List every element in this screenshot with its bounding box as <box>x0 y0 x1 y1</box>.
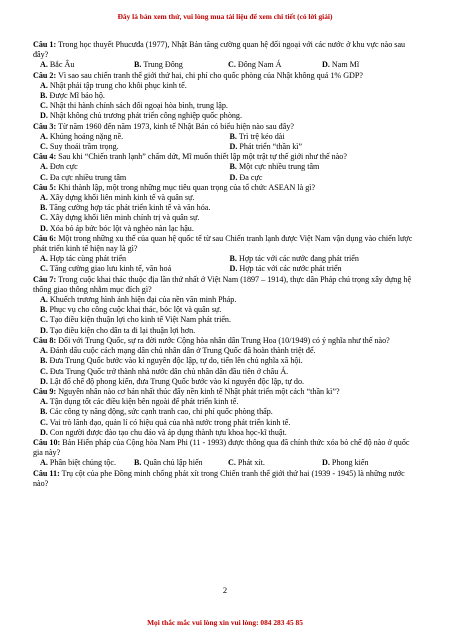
answer-option <box>33 203 419 213</box>
answer-option <box>33 101 419 111</box>
option-text: Trì trệ kéo dài <box>238 131 285 141</box>
option-text: Phát triển “thần kì” <box>239 142 303 152</box>
option-label: D. <box>40 325 48 335</box>
option-text: Bắc Âu <box>49 60 75 70</box>
answer-option <box>40 458 134 468</box>
option-label: B. <box>134 458 142 468</box>
option-label: C. <box>40 417 48 427</box>
answer-option <box>40 264 230 274</box>
question-item <box>33 234 419 254</box>
option-text: Đông Nam Á <box>237 60 282 70</box>
option-text: Tăng cường giao lưu kinh tế, văn hoá <box>49 264 172 274</box>
option-label: D. <box>40 223 48 233</box>
preview-banner: Đây là bản xem thử, vui lòng mua tài liệu để xem chi tiết (có lời giải) <box>117 12 333 21</box>
question-text: Trong cuộc khai thác thuộc địa lần thứ nhất ở Việt Nam (1897 – 1914), thực dân Pháp chú trọng xây dựng hệ thống giao thông nhằm mục đích gì? <box>33 274 412 294</box>
answer-option <box>230 264 420 274</box>
option-text: Hợp tác cùng phát triển <box>49 254 127 264</box>
option-label: B. <box>229 162 237 172</box>
option-label: B. <box>134 60 142 70</box>
question-item <box>33 152 419 162</box>
option-label: D. <box>322 60 330 70</box>
question-number: Câu 1: <box>33 40 57 49</box>
question-number: Câu 11: <box>33 468 60 478</box>
contact-banner: Mọi thắc mắc vui lòng xin vui lòng: 084 283 45 85 <box>147 618 303 627</box>
option-text: Đưa Trung Quốc trở thành nhà nước dân chủ nhân dân đầu tiên ở châu Á. <box>49 366 289 376</box>
option-text: Một cực nhiều trung tâm <box>238 162 320 172</box>
option-label: D. <box>229 172 238 182</box>
question-text: Nguyên nhân nào cơ bản nhất thúc đẩy nền kinh tế Nhật phát triển một cách “thần kì”? <box>58 386 340 396</box>
answer-option <box>230 254 420 264</box>
answer-option <box>322 60 416 70</box>
question-item <box>33 387 419 397</box>
option-text: Đưa Trung Quốc bước vào kỉ nguyên độc lập, tự do, tiến lên chủ nghĩa xã hội. <box>49 356 303 366</box>
options-row <box>33 162 419 172</box>
option-text: Vai trò lãnh đạo, quản lí có hiệu quả của nhà nước trong phát triển kinh tế. <box>49 417 291 427</box>
answer-option <box>230 142 420 152</box>
option-text: Tạo điều kiện thuận lợi cho kinh tế Việt Nam phát triển. <box>49 315 231 325</box>
option-text: Nam Mĩ <box>331 60 360 70</box>
option-text: Lật đổ chế độ phong kiến, đưa Trung Quốc bước vào kỉ nguyên độc lập, tự do. <box>49 376 305 386</box>
answer-option <box>134 60 228 70</box>
question-item <box>33 336 419 346</box>
option-text: Được Mĩ bảo hộ. <box>49 91 105 101</box>
option-label: B. <box>229 131 237 141</box>
question-text: Một trong những xu thế của quan hệ quốc tế từ sau Chiến tranh lạnh được Việt Nam vận dụng vào chiến lược phát triển kinh tế hiện nay là gì? <box>33 233 413 254</box>
option-text: Nhật thi hành chính sách đối ngoại hòa bình, trung lập. <box>49 101 228 111</box>
option-label: B. <box>40 407 48 417</box>
option-text: Tạo điều kiện cho dân ta đi lại thuận lợi hơn. <box>49 325 196 335</box>
option-text: Trung Đông <box>143 60 183 70</box>
question-number: Câu 10: <box>33 437 61 447</box>
question-number: Câu 2: <box>33 70 57 80</box>
answer-option <box>33 407 419 417</box>
question-text: Trong học thuyết Phucưđa (1977), Nhật Bản tăng cường quan hệ đối ngoại với các nước ở khu vực nào sau đây? <box>33 40 406 60</box>
option-text: Đơn cực <box>49 162 78 172</box>
option-text: Hợp tác với các nước phát triển <box>239 264 342 274</box>
option-label: A. <box>40 131 48 141</box>
options-row <box>33 60 419 70</box>
option-text: Các công ty năng động, sức cạnh tranh cao, chi phí quốc phòng thấp. <box>49 407 273 417</box>
question-number: Câu 6: <box>33 233 57 243</box>
option-label: A. <box>40 295 48 305</box>
answer-option <box>33 213 419 223</box>
option-text: Phát xít. <box>237 458 265 468</box>
option-label: D. <box>229 264 238 274</box>
option-label: A. <box>40 60 48 70</box>
answer-option <box>40 173 230 183</box>
answer-option <box>33 315 419 325</box>
answer-option <box>33 418 419 428</box>
answer-option <box>33 377 419 387</box>
option-label: B. <box>40 203 48 213</box>
option-label: C. <box>40 315 48 325</box>
options-row <box>33 142 419 152</box>
option-text: Đa cực <box>239 172 263 182</box>
answer-option <box>322 458 416 468</box>
answer-option <box>40 254 230 264</box>
option-label: B. <box>40 356 48 366</box>
question-number: Câu 3: <box>33 121 57 131</box>
option-label: C. <box>228 60 236 70</box>
option-label: B. <box>40 305 48 315</box>
answer-option <box>33 428 419 438</box>
option-label: D. <box>229 142 238 152</box>
answer-option <box>33 367 419 377</box>
option-text: Đánh dấu cuộc cách mạng dân chủ nhân dân ở Trung Quốc đã hoàn thành triệt để. <box>49 346 316 356</box>
question-item <box>33 275 419 295</box>
option-text: Phục vụ cho công cuộc khai thác, bóc lột và quân sự. <box>49 305 222 315</box>
option-label: C. <box>40 213 48 223</box>
option-label: C. <box>40 172 48 182</box>
question-text: Khi thành lập, một trong những mục tiêu quan trọng của tổ chức ASEAN là gì? <box>58 182 316 192</box>
option-text: Xây dựng khối liên minh kinh tế và quân sự. <box>49 193 195 203</box>
option-text: Phân biệt chủng tộc. <box>49 458 116 468</box>
option-text: Xây dựng khối liên minh chính trị và quân sự. <box>49 213 200 223</box>
answer-option <box>33 326 419 336</box>
option-text: Khuếch trương hình ảnh hiện đại của nền văn minh Pháp. <box>49 295 237 305</box>
option-label: C. <box>228 458 236 468</box>
option-label: A. <box>40 458 48 468</box>
answer-option <box>33 91 419 101</box>
option-label: B. <box>229 254 237 264</box>
answer-option <box>33 295 419 305</box>
question-number: Câu 4: <box>33 152 57 162</box>
options-row <box>33 458 419 468</box>
question-text: Trụ cột của phe Đồng minh chống phát xít trong Chiến tranh thế giới thứ hai (1939 - 1945) là những nước nào? <box>33 468 405 488</box>
options-row <box>33 173 419 183</box>
option-label: D. <box>40 376 48 386</box>
option-label: A. <box>40 254 48 264</box>
options-row <box>33 254 419 264</box>
question-number: Câu 9: <box>33 386 57 396</box>
question-item <box>33 40 419 60</box>
option-label: B. <box>40 91 48 101</box>
option-label: C. <box>40 366 48 376</box>
question-text: Đối với Trung Quốc, sự ra đời nước Cộng hòa nhân dân Trung Hoa (10/1949) có ý nghĩa như thế nào? <box>58 335 390 345</box>
answer-option <box>228 458 322 468</box>
question-number: Câu 7: <box>33 274 57 284</box>
answer-option <box>33 81 419 91</box>
option-text: Nhật phải tập trung cho khôi phục kinh tế. <box>49 80 187 90</box>
answer-option <box>33 224 419 234</box>
option-text: Con người được đào tạo chu đáo và áp dụng thành tựu khoa học-kĩ thuật. <box>49 427 287 437</box>
question-item <box>33 183 419 193</box>
question-text: Bản Hiến pháp của Cộng hòa Nam Phi (11 - 1993) được thông qua đã chính thức xóa bỏ chế độ nào ở quốc gia này? <box>33 437 410 458</box>
answer-option <box>228 60 322 70</box>
answer-option <box>230 132 420 142</box>
question-list <box>33 40 419 489</box>
question-item <box>33 469 419 489</box>
option-text: Nhật không chủ trương phát triển công nghiệp quốc phòng. <box>49 111 242 121</box>
answer-option <box>33 397 419 407</box>
option-label: A. <box>40 193 48 203</box>
option-text: Tận dụng tốt các điều kiện bên ngoài để phát triển kinh tế. <box>49 397 239 407</box>
question-item <box>33 71 419 81</box>
option-text: Hợp tác với các nước đang phát triển <box>238 254 359 264</box>
option-label: C. <box>40 142 48 152</box>
answer-option <box>33 305 419 315</box>
question-item <box>33 122 419 132</box>
answer-option <box>40 132 230 142</box>
answer-option <box>33 111 419 121</box>
answer-option <box>134 458 228 468</box>
option-label: A. <box>40 162 48 172</box>
option-text: Quân chủ lập hiến <box>143 458 203 468</box>
answer-option <box>40 142 230 152</box>
option-text: Khủng hoảng nặng nề. <box>49 131 124 141</box>
option-text: Phong kiến <box>331 458 369 468</box>
options-row <box>33 132 419 142</box>
option-label: D. <box>40 427 48 437</box>
answer-option <box>33 356 419 366</box>
option-label: C. <box>40 264 48 274</box>
page-number: 2 <box>222 585 228 595</box>
option-label: D. <box>322 458 330 468</box>
option-label: D. <box>40 111 48 121</box>
option-text: Đa cực nhiều trung tâm <box>49 172 127 182</box>
answer-option <box>230 162 420 172</box>
question-number: Câu 8: <box>33 335 57 345</box>
answer-option <box>33 346 419 356</box>
option-label: C. <box>40 101 48 111</box>
question-text: Từ năm 1960 đến năm 1973, kinh tế Nhật Bản có biểu hiện nào sau đây? <box>58 121 294 131</box>
answer-option <box>230 173 420 183</box>
question-item <box>33 438 419 458</box>
option-label: A. <box>40 80 48 90</box>
option-text: Suy thoái trầm trọng. <box>49 142 119 152</box>
answer-option <box>40 162 230 172</box>
answer-option <box>33 193 419 203</box>
option-text: Tăng cường hợp tác phát triển kinh tế và văn hóa. <box>49 203 211 213</box>
question-number: Câu 5: <box>33 182 57 192</box>
question-text: Vì sao sau chiến tranh thế giới thứ hai, chi phí cho quốc phòng của Nhật không quá 1% GDP? <box>58 70 363 80</box>
answer-option <box>40 60 134 70</box>
question-text: Sau khi “Chiến tranh lạnh” chấm dứt, Mĩ muốn thiết lập một trật tự thế giới như thế nào? <box>58 152 347 162</box>
option-label: A. <box>40 397 48 407</box>
option-label: A. <box>40 346 48 356</box>
options-row <box>33 264 419 274</box>
option-text: Xóa bỏ áp bức bóc lột và nghèo nàn lạc hậu. <box>49 223 194 233</box>
